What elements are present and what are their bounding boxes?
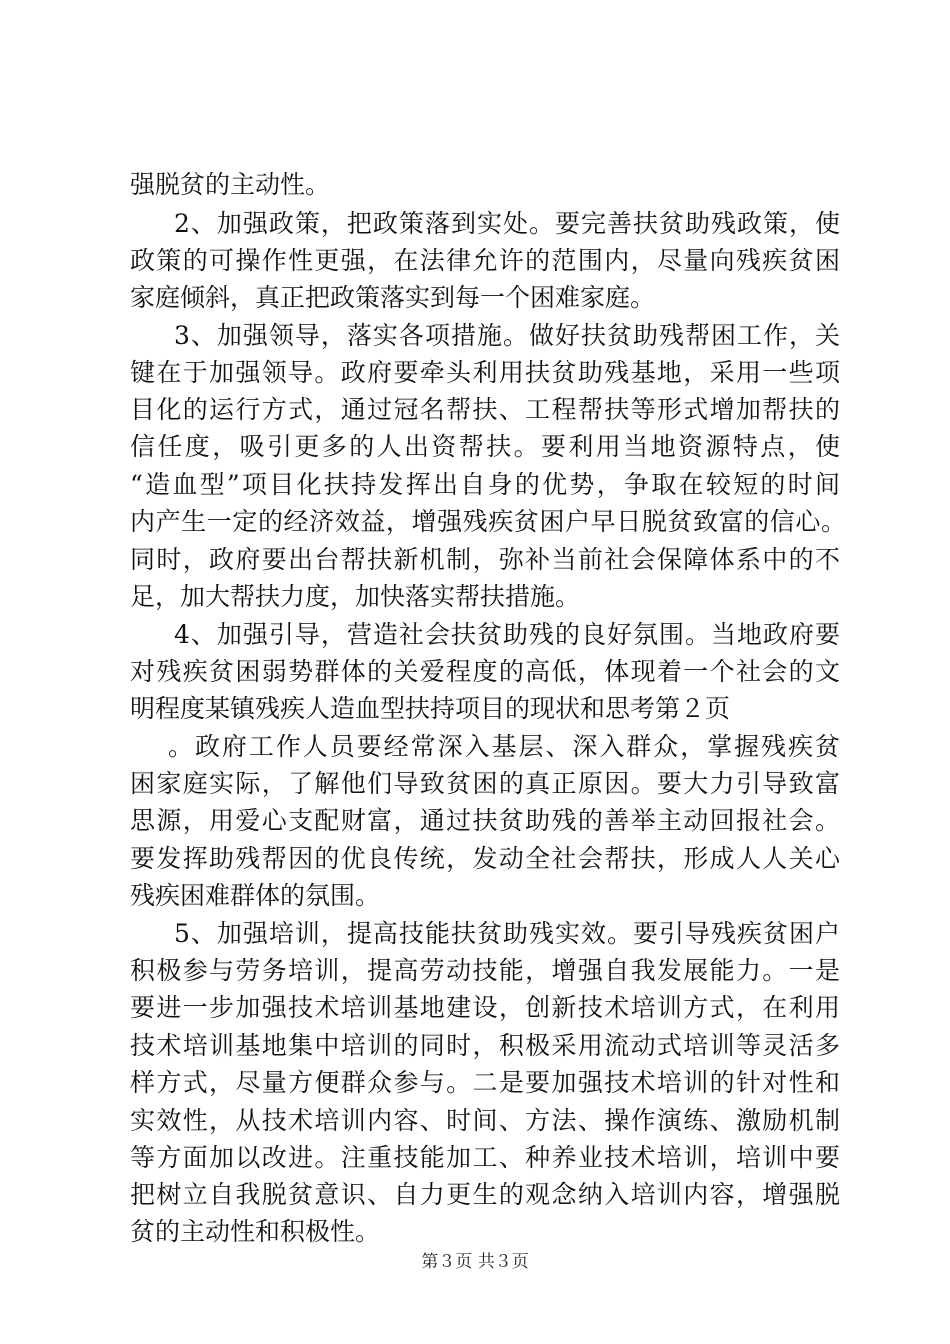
text-line: 内产生一定的经济效益，增强残疾贫困户早日脱贫致富的信心。	[130, 507, 846, 536]
text-line: 对残疾贫困弱势群体的关爱程度的高低，体现着一个社会的文	[130, 657, 840, 686]
text-line: 2、加强政策，把政策落到实处。要完善扶贫助残政策，使	[174, 209, 840, 238]
text-line: 困家庭实际，了解他们导致贫困的真正原因。要大力引导致富	[130, 769, 840, 798]
text-line: “造血型”项目化扶持发挥出自身的优势，争取在较短的时间	[130, 470, 840, 499]
text-line: 样方式，尽量方便群众参与。二是要加强技术培训的针对性和	[130, 1068, 840, 1097]
text-line: 4、加强引导，营造社会扶贫助残的良好氛围。当地政府要	[174, 620, 840, 649]
text-line: 技术培训基地集中培训的同时，积极采用流动式培训等灵活多	[130, 1031, 840, 1060]
text-line: 同时，政府要出台帮扶新机制，弥补当前社会保障体系中的不	[130, 545, 840, 574]
text-line: 。政府工作人员要经常深入基层、深入群众，掌握残疾贫	[168, 732, 840, 761]
text-line: 要发挥助残帮因的优良传统，发动全社会帮扶，形成人人关心	[130, 844, 840, 873]
text-line: 明程度某镇残疾人造血型扶持项目的现状和思考第２页	[130, 694, 731, 723]
text-line: 贫的主动性和积极性。	[130, 1217, 381, 1246]
text-line: 家庭倾斜，真正把政策落实到每一个困难家庭。	[130, 283, 656, 312]
text-line: 键在于加强领导。政府要牵头利用扶贫助残基地，采用一些项	[130, 358, 840, 387]
text-line: 实效性，从技术培训内容、时间、方法、操作演练、激励机制	[130, 1106, 840, 1135]
text-line: 信任度，吸引更多的人出资帮扶。要利用当地资源特点，使	[130, 432, 840, 461]
text-line: 思源，用爱心支配财富，通过扶贫助残的善举主动回报社会。	[130, 806, 840, 835]
text-line: 强脱贫的主动性。	[130, 170, 331, 199]
text-line: 等方面加以改进。注重技能加工、种养业技术培训，培训中要	[130, 1143, 840, 1172]
text-line: 要进一步加强技术培训基地建设，创新技术培训方式，在利用	[130, 993, 840, 1022]
text-line: 政策的可操作性更强，在法律允许的范围内，尽量向残疾贫困	[130, 246, 840, 275]
page-footer: 第３页 共３页	[421, 1252, 529, 1272]
text-line: 积极参与劳务培训，提高劳动技能，增强自我发展能力。一是	[130, 956, 840, 985]
text-line: 5、加强培训，提高技能扶贫助残实效。要引导残疾贫困户	[174, 919, 840, 948]
text-line: 把树立自我脱贫意识、自力更生的观念纳入培训内容，增强脱	[130, 1180, 840, 1209]
text-line: 目化的运行方式，通过冠名帮扶、工程帮扶等形式增加帮扶的	[130, 395, 840, 424]
text-line: 3、加强领导，落实各项措施。做好扶贫助残帮困工作，关	[174, 321, 840, 350]
text-line: 足，加大帮扶力度，加快落实帮扶措施。	[130, 582, 581, 611]
text-line: 残疾困难群体的氛围。	[130, 881, 381, 910]
